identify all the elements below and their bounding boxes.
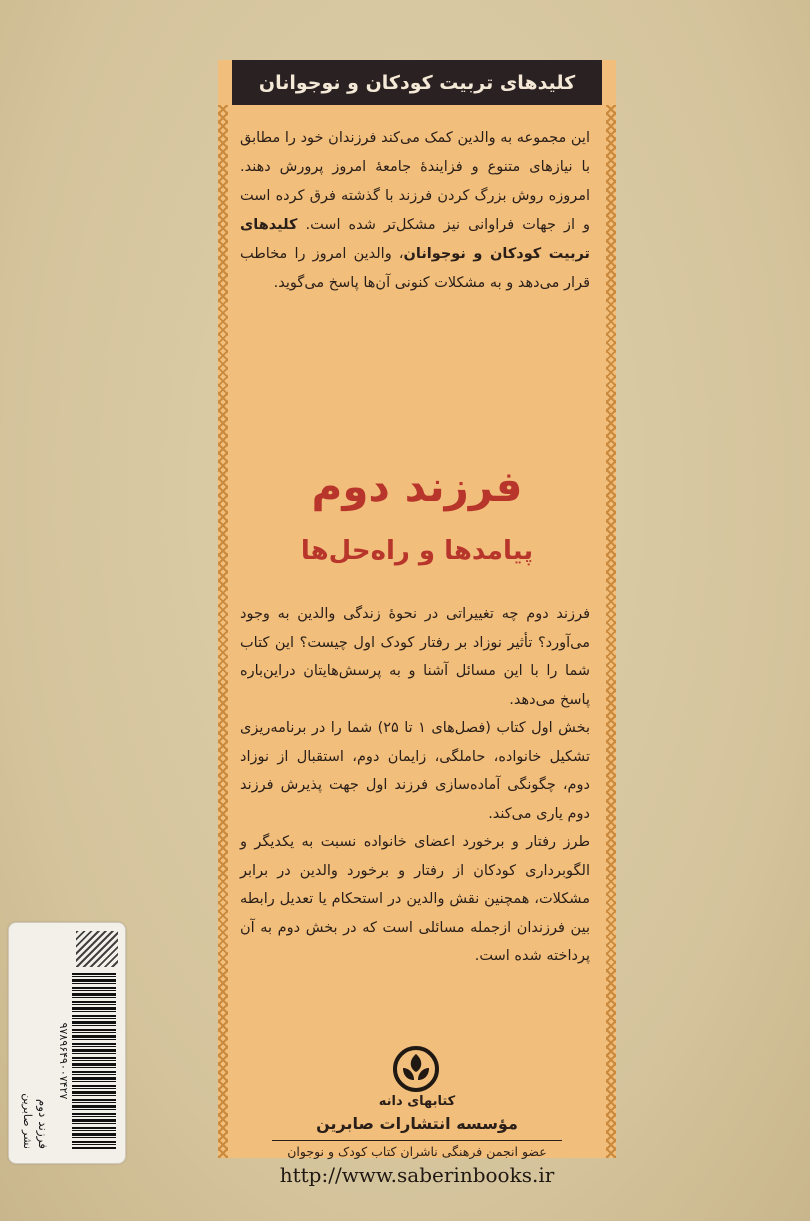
store-logo-icon [76, 931, 118, 967]
divider [272, 1140, 562, 1141]
sticker-publisher: نشر صابرین [21, 1093, 34, 1149]
barcode-icon [72, 973, 116, 1149]
series-header: کلیدهای تربیت کودکان و نوجوانان [232, 60, 602, 105]
book-title: فرزند دوم [311, 462, 523, 511]
sticker-title: فرزند دوم [36, 1098, 50, 1149]
info-panel [218, 60, 616, 1187]
publisher-name: مؤسسه انتشارات صابرین [316, 1114, 518, 1133]
description-paragraph-2: بخش اول کتاب (فصل‌های ۱ تا ۲۵) شما را در برنامه‌ریزی تشکیل خانواده، حاملگی، زایمان دوم، استقبال از نوزاد دوم، چگونگی آماده‌سازی فرزند اول جهت پذیرش فرزند دوم یاری می‌کند. [240, 720, 590, 822]
intro-text [240, 124, 590, 298]
intro-part2: ، والدین امروز را مخاطب قرار می‌دهد و به مشکلات کنونی آن‌ها پاسخ می‌گوید. [240, 246, 590, 291]
membership-text: عضو انجمن فرهنگی ناشران کتاب کودک و نوجوان [287, 1144, 547, 1159]
description-paragraph-1: فرزند دوم چه تغییراتی در نحوهٔ زندگی والدین به وجود می‌آورد؟ تأثیر نوزاد بر رفتار کودک اول چیست؟ این کتاب شما را با این مسائل آشنا و به پرسش‌هایتان دراین‌باره پاسخ می‌دهد. [240, 606, 590, 708]
sticker-content [12, 927, 122, 1159]
intro-series-bold: کلیدهای تربیت کودکان و نوجوانان [240, 217, 590, 262]
intro-part1: این مجموعه به والدین کمک می‌کند فرزندان خود را مطابق با نیازهای متنوع و فزایندهٔ جامعهٔ امروز پرورش دهند. امروزه روش بزرگ کردن فرزند با گذشته فرق کرده است و از جهات فراوانی نیز مشکل‌تر شده است. [240, 130, 590, 233]
publisher-url: http://www.saberinbooks.ir [279, 1163, 555, 1187]
publisher-logo-icon [393, 1046, 439, 1092]
description-paragraph-3: طرز رفتار و برخورد اعضای خانواده نسبت به یکدیگر و الگوبرداری کودکان از رفتار و برخورد والدین در برابر مشکلات، همچنین نقش والدین در استحکام یا تعدیل رابطه بین فرزندان ازجمله مسائلی است که در بخش دوم به آن پرداخته شده است. [240, 834, 590, 964]
sticker-isbn: ۹۷۸۹۶۴۹۰۰۷۴۲۷ [57, 1022, 70, 1100]
book-subtitle: پیامدها و راه‌حل‌ها [300, 536, 534, 566]
price-sticker [8, 922, 126, 1164]
imprint-name: کتابهای دانه [378, 1094, 456, 1109]
description-text [240, 600, 590, 971]
